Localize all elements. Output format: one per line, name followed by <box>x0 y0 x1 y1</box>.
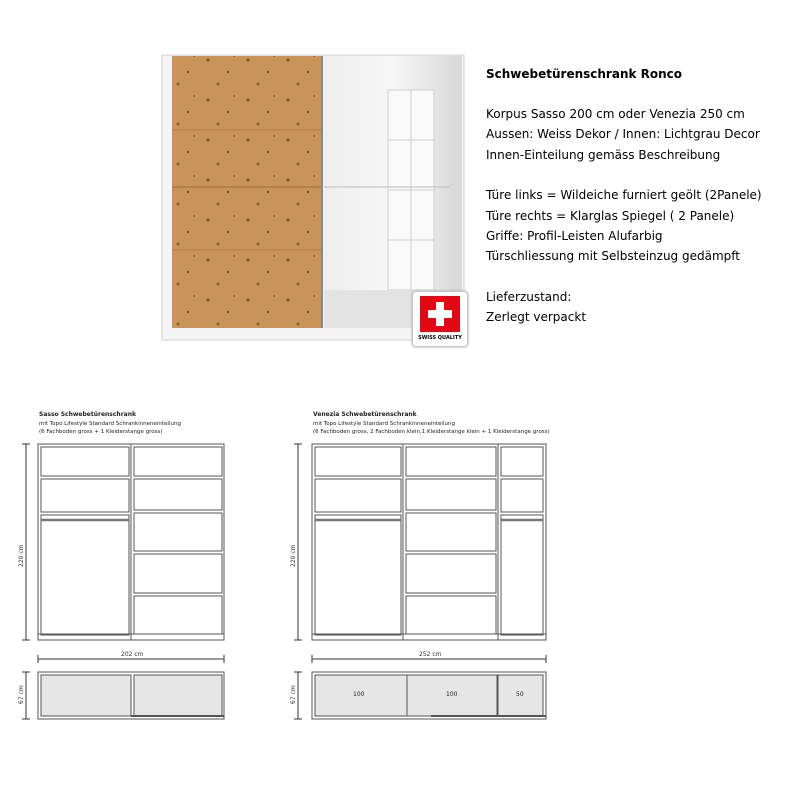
badge-label: SWISS QUALITY <box>418 335 462 341</box>
product-description-line: Türschliessung mit Selbsteinzug gedämpft <box>486 249 740 264</box>
venezia-door-width-3: 50 <box>516 691 524 698</box>
product-description-line: Aussen: Weiss Dekor / Innen: Lichtgrau Decor <box>486 127 760 142</box>
product-description-line: Griffe: Profil-Leisten Alufarbig <box>486 228 663 243</box>
sasso-depth-label: 67 cm <box>18 685 25 704</box>
sasso-front-elevation <box>38 444 224 640</box>
sasso-top-view <box>38 672 224 719</box>
venezia-title: Venezia Schwebetürenschrank <box>313 411 417 418</box>
sasso-subtitle-1: mit Topo Lifestyle Standard Schrankinneneinteilung <box>39 421 181 427</box>
venezia-front-elevation <box>312 444 546 640</box>
venezia-subtitle-1: mit Topo Lifestyle Standard Schrankinneneinteilung <box>313 421 455 427</box>
venezia-door-width-1: 100 <box>353 691 365 698</box>
sasso-subtitle-2: (6 Fachboden gross + 1 Kleiderstange gross) <box>39 429 163 435</box>
venezia-subtitle-2: (6 Fachboden gross, 2 Fachboden klein,1 Kleiderstange klein + 1 Kleiderstange gross) <box>313 429 550 435</box>
product-description-line: Türe links = Wildeiche furniert geölt (2Panele) <box>486 188 762 203</box>
sasso-width-label: 202 cm <box>121 651 144 658</box>
product-description-line: Korpus Sasso 200 cm oder Venezia 250 cm <box>486 107 745 121</box>
product-description-line: Innen-Einteilung gemäss Beschreibung <box>486 147 721 162</box>
venezia-height-label: 220 cm <box>290 544 297 567</box>
venezia-top-view <box>312 672 546 719</box>
product-description-line: Lieferzustand: <box>486 289 572 304</box>
venezia-depth-label: 67 cm <box>290 685 297 704</box>
sasso-height-label: 220 cm <box>18 544 25 567</box>
venezia-door-width-2: 100 <box>446 691 458 698</box>
product-title: Schwebetürenschrank Ronco <box>486 67 683 81</box>
product-description-line: Türe rechts = Klarglas Spiegel ( 2 Panele) <box>486 208 735 223</box>
product-description-line: Zerlegt verpackt <box>486 310 587 324</box>
sasso-title: Sasso Schwebetürenschrank <box>39 411 136 418</box>
venezia-width-label: 252 cm <box>419 651 442 658</box>
